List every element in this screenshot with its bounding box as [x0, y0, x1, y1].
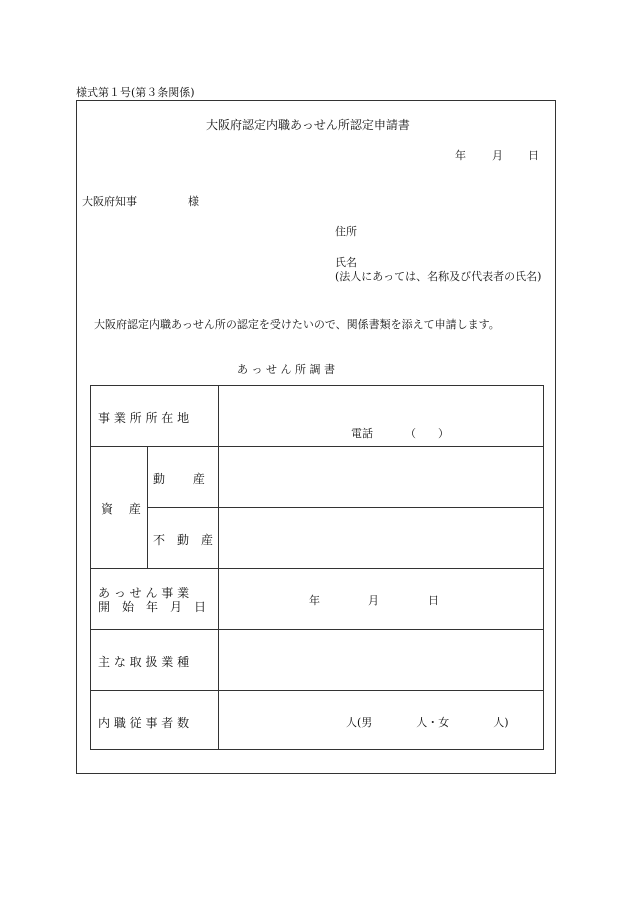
- date-day-label: 日: [528, 149, 539, 162]
- start-date-label-line2: 開 始 年 月 日: [98, 600, 207, 614]
- immovable-assets-label: 不 動 産: [153, 533, 214, 547]
- date-year-label: 年: [455, 149, 466, 162]
- start-date-field[interactable]: [219, 569, 543, 629]
- phone-label: 電話: [351, 427, 373, 440]
- movable-assets-label: 動 産: [153, 472, 205, 486]
- start-date-label-line1: あ っ せ ん 事 業: [98, 586, 190, 600]
- business-types-label: 主 な 取 扱 業 種: [98, 655, 190, 669]
- application-statement: 大阪府認定内職あっせん所の認定を受けたいので、関係書類を添えて申請します。: [94, 318, 500, 331]
- location-field[interactable]: [219, 386, 543, 446]
- start-date-year: 年: [309, 594, 320, 607]
- phone-parens: （ ）: [405, 427, 449, 440]
- start-date-month: 月: [368, 594, 379, 607]
- date-month-label: 月: [492, 149, 503, 162]
- survey-title: あ っ せ ん 所 調 書: [237, 363, 335, 376]
- workers-field[interactable]: [219, 691, 543, 749]
- addressee-honorific: 様: [188, 195, 199, 208]
- workers-count-line: 人(男 人・女 人): [346, 716, 509, 729]
- movable-assets-field[interactable]: [219, 447, 543, 507]
- survey-table: [90, 385, 544, 750]
- form-title: 大阪府認定内職あっせん所認定申請書: [206, 118, 410, 132]
- immovable-assets-field[interactable]: [219, 508, 543, 568]
- form-number: 様式第１号(第３条関係): [76, 86, 195, 99]
- name-label: 氏名: [335, 256, 357, 269]
- workers-label: 内 職 従 事 者 数: [98, 716, 190, 730]
- name-note: (法人にあっては、名称及び代表者の氏名): [335, 270, 542, 283]
- start-date-day: 日: [428, 594, 439, 607]
- addressee-name: 大阪府知事: [82, 195, 137, 208]
- assets-label: 資 産: [101, 502, 141, 516]
- business-types-field[interactable]: [219, 630, 543, 690]
- address-label: 住所: [335, 225, 357, 238]
- location-label: 事 業 所 所 在 地: [98, 411, 190, 425]
